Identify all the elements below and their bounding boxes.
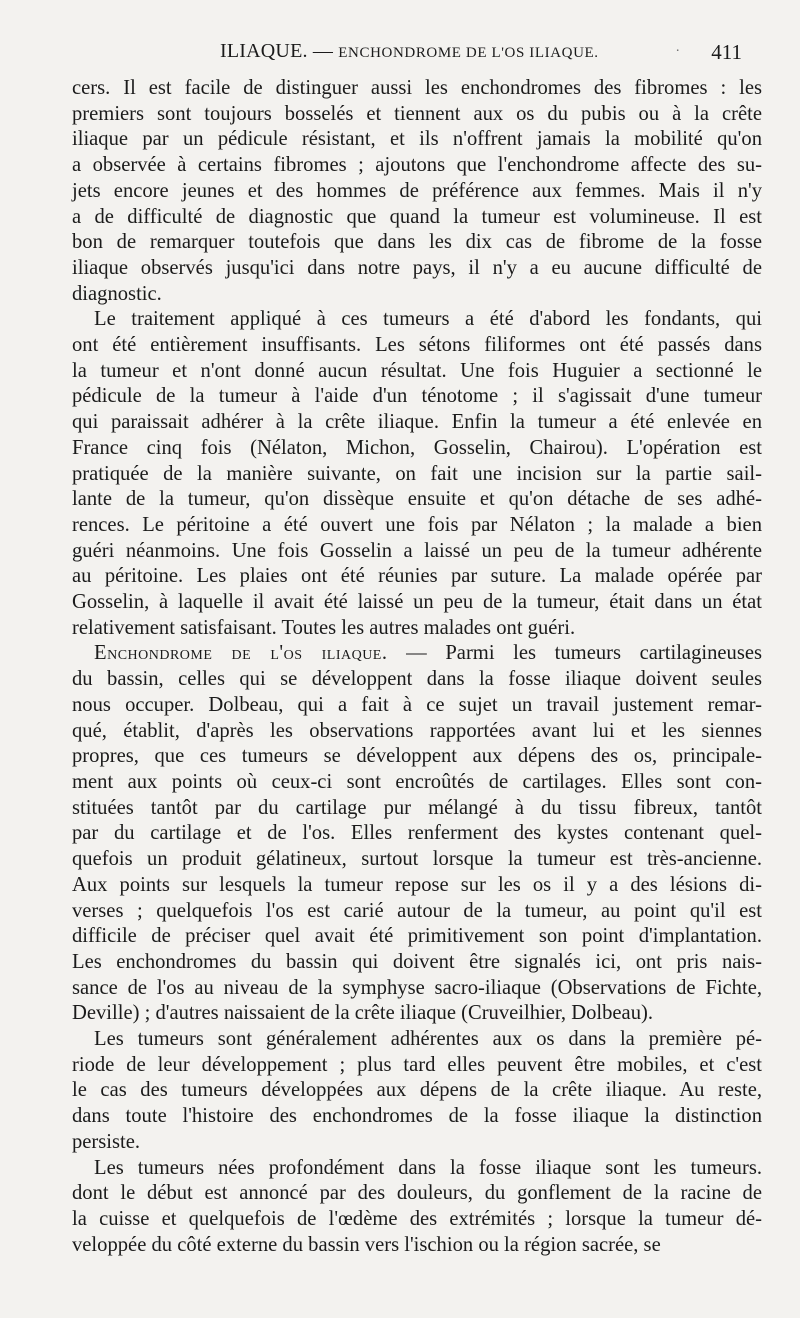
text-line: du bassin, celles qui se développent dans la fosse iliaque doivent seules (72, 668, 762, 691)
text-line: pédicule de la tumeur à l'aide d'un ténotome ; il s'agissait d'une tumeur (72, 385, 762, 408)
text-line: Les enchondromes du bassin qui doivent être signalés ici, ont pris nais- (72, 950, 762, 973)
text-line: persiste. (72, 1130, 141, 1153)
text-line: France cinq fois (Nélaton, Michon, Gosselin, Chairou). L'opération est (72, 436, 762, 459)
text-line: stituées tantôt par du cartilage pur mélangé à du tissu fibreux, tantôt (72, 796, 762, 819)
text-line: premiers sont toujours bosselés et tiennent aux os du pubis ou à la crête (72, 102, 762, 125)
text-line: Le traitement appliqué à ces tumeurs a été d'abord les fondants, qui (94, 308, 762, 331)
text-line: diagnostic. (72, 282, 162, 305)
text-line: ont été entièrement insuffisants. Les sétons filiformes ont été passés dans (72, 334, 762, 357)
page-number: 411 (711, 40, 742, 64)
running-head (70, 40, 756, 70)
text-line: rences. Le péritoine a été ouvert une fois par Nélaton ; la malade a bien (72, 513, 762, 536)
text-line: qué, établit, d'après les observations rapportées avant lui et les siennes (72, 719, 762, 742)
running-title-sub: ENCHONDROME DE L'OS ILIAQUE. (338, 45, 599, 61)
section-heading: Enchondrome de l'os iliaque. (94, 642, 388, 665)
text-line: ment aux points où ceux-ci sont encroûtés de cartilages. Elles sont con- (72, 770, 762, 793)
text-line: jets encore jeunes et des hommes de préférence aux femmes. Mais il n'y (72, 179, 762, 202)
text-line: veloppée du côté externe du bassin vers l'ischion ou la région sacrée, se (72, 1233, 661, 1256)
heading-continuation: — Parmi les tumeurs cartilagineuses (387, 642, 762, 665)
text-line: Aux points sur lesquels la tumeur repose sur les os il y a des lésions di- (72, 873, 762, 896)
text-line: relativement satisfaisant. Toutes les autres malades ont guéri. (72, 616, 576, 639)
running-title (220, 40, 599, 63)
text-line: iliaque par un pédicule résistant, et ils n'offrent jamais la mobilité qu'on (72, 128, 762, 151)
text-line: qui paraissait adhérer à la crête iliaque. Enfin la tumeur a été enlevée en (72, 411, 762, 434)
text-line: guéri néanmoins. Une fois Gosselin a laissé un peu de la tumeur adhérente (72, 539, 762, 562)
text-line: sance de l'os au niveau de la symphyse sacro-iliaque (Observations de Fichte, (72, 976, 762, 999)
margin-dot: · (675, 44, 680, 59)
text-line: nous occuper. Dolbeau, qui a fait à ce sujet un travail justement remar- (72, 693, 762, 716)
text-line: Les tumeurs nées profondément dans la fosse iliaque sont les tumeurs. (94, 1156, 762, 1179)
text-line: quefois un produit gélatineux, surtout lorsque la tumeur est très-ancienne. (72, 848, 762, 871)
text-line: Gosselin, à laquelle il avait été laissé un peu de la tumeur, était dans un état (72, 591, 762, 614)
text-line: pratiquée de la manière suivante, on fait une incision sur la partie sail- (72, 462, 762, 485)
text-line: la tumeur et n'ont donné aucun résultat. Une fois Huguier a sectionné le (72, 359, 762, 382)
paragraph (72, 1027, 762, 1156)
text-line: riode de leur développement ; plus tard elles peuvent être mobiles, et c'est (72, 1053, 762, 1076)
text-line: au péritoine. Les plaies ont été réunies par suture. La malade opérée par (72, 565, 762, 588)
text-line: Les tumeurs sont généralement adhérentes aux os dans la première pé- (94, 1028, 762, 1051)
text-line (72, 641, 762, 667)
text-line: iliaque observés jusqu'ici dans notre pays, il n'y a eu aucune difficulté de (72, 256, 762, 279)
text-line: bon de remarquer toutefois que dans les dix cas de fibrome de la fosse (72, 231, 762, 254)
body-text (72, 76, 762, 1258)
text-line: le cas des tumeurs développées aux dépens de la crête iliaque. Au reste, (72, 1079, 762, 1102)
running-title-dash: — (312, 40, 334, 62)
paragraph (72, 76, 762, 307)
text-line: Deville) ; d'autres naissaient de la crête iliaque (Cruveilhier, Dolbeau). (72, 1002, 653, 1025)
paragraph (72, 641, 762, 1027)
text-line: dont le début est annoncé par des douleurs, du gonflement de la racine de (72, 1182, 762, 1205)
text-line: cers. Il est facile de distinguer aussi les enchondromes des fibromes : les (72, 77, 762, 99)
text-line: la cuisse et quelquefois de l'œdème des extrémités ; lorsque la tumeur dé- (72, 1207, 762, 1230)
text-line: lante de la tumeur, qu'on dissèque ensuite et qu'on détache de ses adhé- (72, 488, 762, 511)
paragraph (72, 307, 762, 641)
text-line: par du cartilage et de l'os. Elles renferment des kystes contenant quel- (72, 822, 762, 845)
paragraph (72, 1156, 762, 1259)
running-title-main: ILIAQUE. (220, 40, 308, 62)
text-line: a de difficulté de diagnostic que quand la tumeur est volumineuse. Il est (72, 205, 762, 228)
text-line: a observée à certains fibromes ; ajoutons que l'enchondrome affecte des su- (72, 154, 762, 177)
text-line: propres, que ces tumeurs se développent aux dépens des os, principale- (72, 745, 762, 768)
text-line: verses ; quelquefois l'os est carié autour de la tumeur, au point qu'il est (72, 899, 762, 922)
text-line: dans toute l'histoire des enchondromes de la fosse iliaque la distinction (72, 1105, 762, 1128)
text-line: difficile de préciser quel avait été primitivement son point d'implantation. (72, 925, 762, 948)
